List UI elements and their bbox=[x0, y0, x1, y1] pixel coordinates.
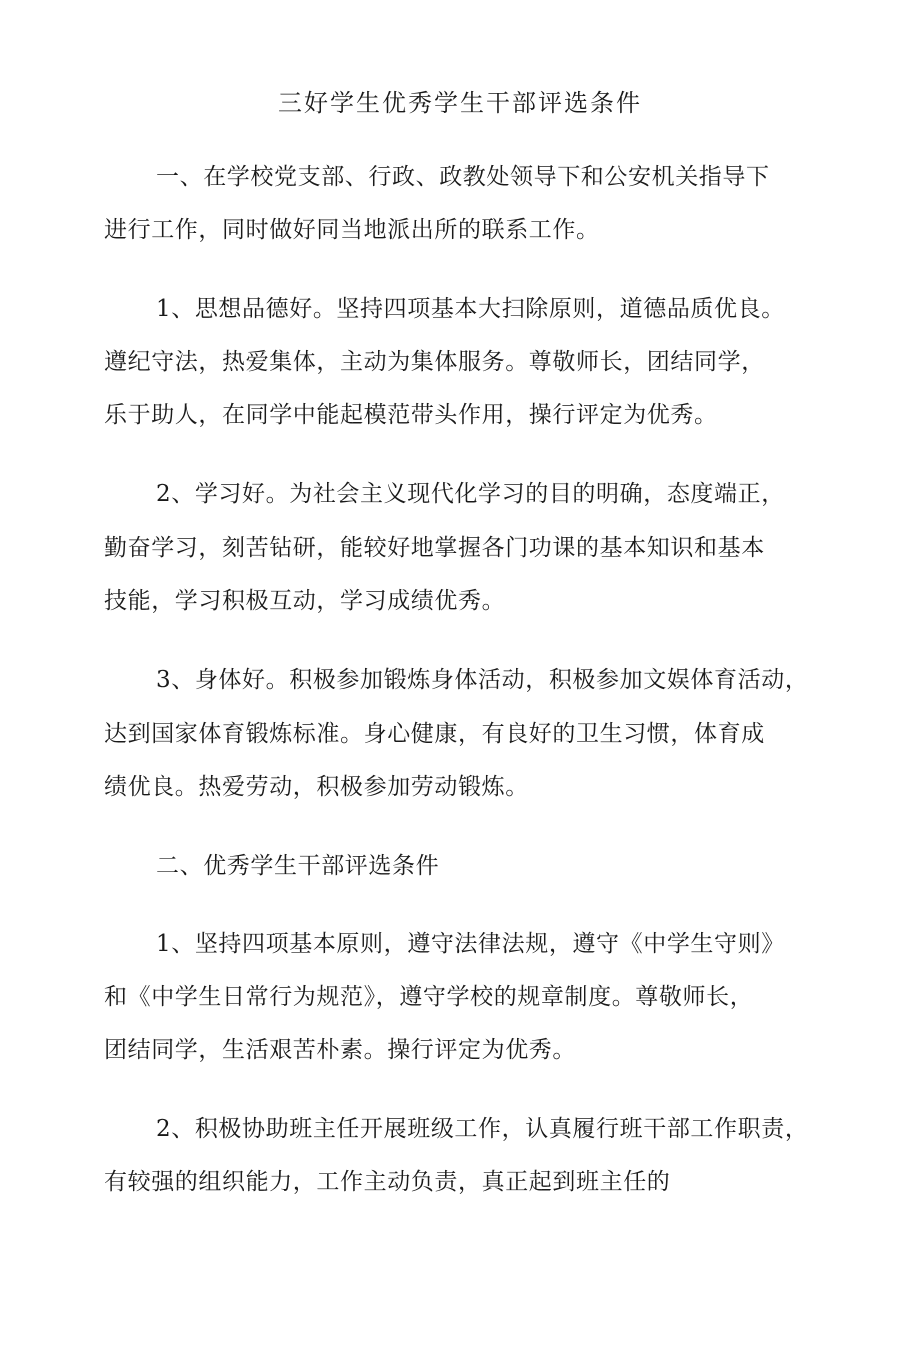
paragraph-line: 1、坚持四项基本原则，遵守法律法规，遵守《中学生守则》 bbox=[156, 931, 785, 957]
paragraph-line: 乐于助人，在同学中能起模范带头作用，操行评定为优秀。 bbox=[104, 402, 718, 428]
paragraph-line: 一、在学校党支部、行政、政教处领导下和公安机关指导下 bbox=[156, 164, 770, 190]
document-title: 三好学生优秀学生干部评选条件 bbox=[278, 89, 642, 117]
paragraph-line: 3、身体好。积极参加锻炼身体活动，积极参加文娱体育活动， bbox=[156, 667, 809, 693]
paragraph-line: 2、积极协助班主任开展班级工作，认真履行班干部工作职责， bbox=[156, 1116, 809, 1142]
paragraph-line: 达到国家体育锻炼标准。身心健康，有良好的卫生习惯，体育成 bbox=[104, 721, 765, 747]
section-heading: 二、优秀学生干部评选条件 bbox=[156, 853, 440, 879]
paragraph-line: 遵纪守法，热爱集体，主动为集体服务。尊敬师长，团结同学， bbox=[104, 349, 765, 375]
paragraph-line: 技能，学习积极互动，学习成绩优秀。 bbox=[104, 588, 506, 614]
paragraph-line: 绩优良。热爱劳动，积极参加劳动锻炼。 bbox=[104, 774, 529, 800]
paragraph-line: 1、思想品德好。坚持四项基本大扫除原则，道德品质优良。 bbox=[156, 296, 785, 322]
paragraph-line: 和《中学生日常行为规范》，遵守学校的规章制度。尊敬师长， bbox=[104, 984, 754, 1010]
paragraph-line: 2、学习好。为社会主义现代化学习的目的明确，态度端正， bbox=[156, 481, 785, 507]
paragraph-line: 勤奋学习，刻苦钻研，能较好地掌握各门功课的基本知识和基本 bbox=[104, 535, 765, 561]
paragraph-line: 有较强的组织能力，工作主动负责，真正起到班主任的 bbox=[104, 1169, 671, 1195]
paragraph-line: 团结同学，生活艰苦朴素。操行评定为优秀。 bbox=[104, 1037, 576, 1063]
paragraph-line: 进行工作，同时做好同当地派出所的联系工作。 bbox=[104, 217, 600, 243]
